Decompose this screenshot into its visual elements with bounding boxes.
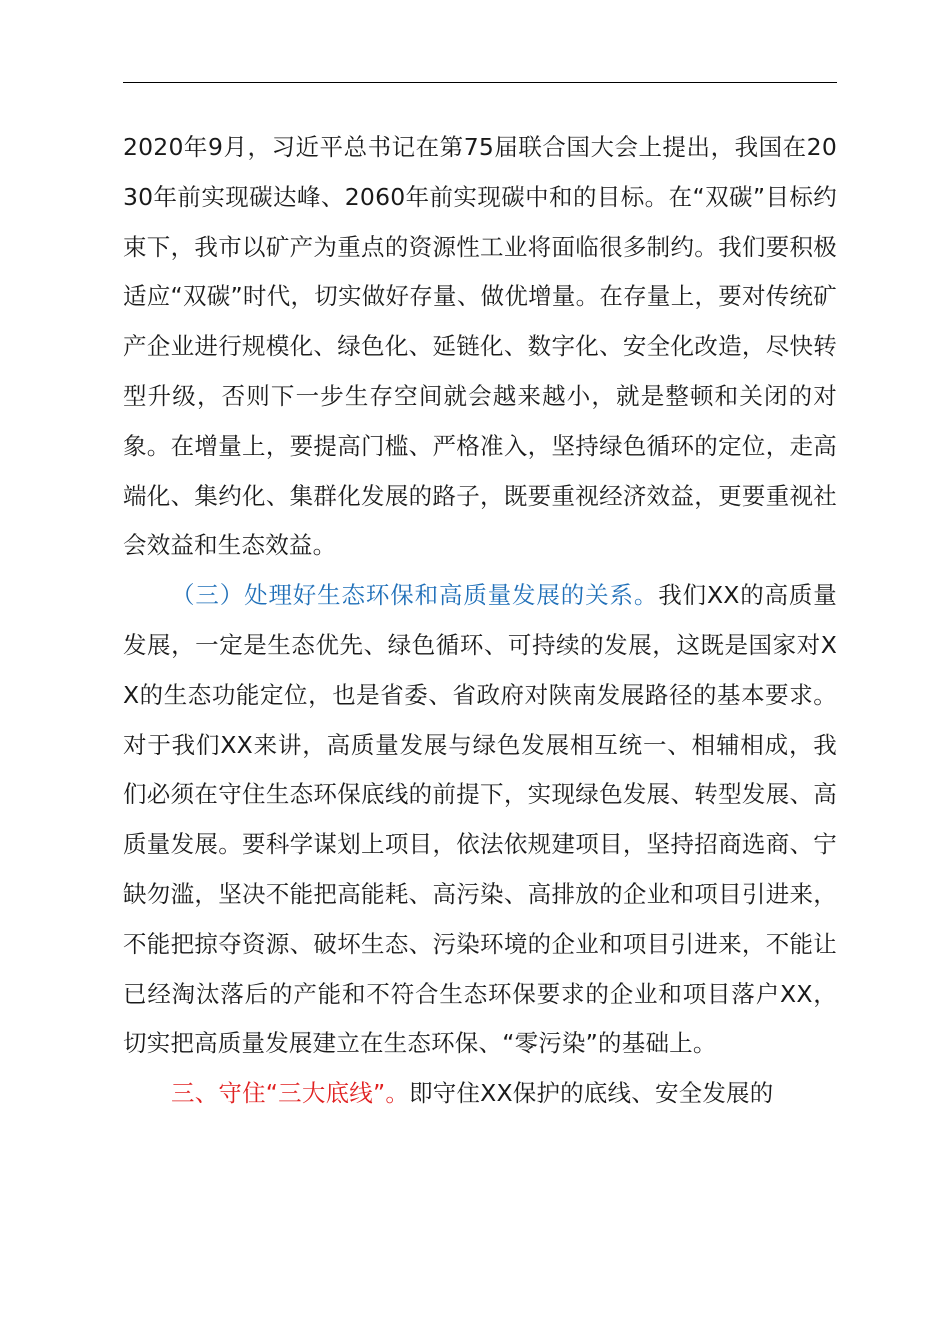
bottomline-paragraph [123,1069,837,1119]
section-heading-ecology: （三）处理好生态环保和高质量发展的关系。 [171,581,659,610]
carbon-paragraph-text: 2020年9月，习近平总书记在第75届联合国大会上提出，我国在2030年前实现碳达峰、2060年前实现碳中和的目标。在“双碳”目标约束下，我市以矿产为重点的资源性工业将面临很多制约。我们要积极适应“双碳”时代，切实做好存量、做优增量。在存量上，要对传统矿产企业进行规模化、绿色化、延链化、数字化、安全化改造，尽快转型升级，否则下一步生存空间就会越来越小，就是整顿和关闭的对象。在增量上，要提高门槛、严格准入，坚持绿色循环的定位，走高端化、集约化、集群化发展的路子，既要重视经济效益，更要重视社会效益和生态效益。 [123,133,837,560]
header-rule [123,82,837,83]
bottomline-paragraph-text: 即守住XX保护的底线、安全发展的 [409,1079,774,1108]
ecology-paragraph-text: 我们XX的高质量发展，一定是生态优先、绿色循环、可持续的发展，这既是国家对XX的生态功能定位，也是省委、省政府对陕南发展路径的基本要求。对于我们XX来讲，高质量发展与绿色发展相互统一、相辅相成，我们必须在守住生态环保底线的前提下，实现绿色发展、转型发展、高质量发展。要科学谋划上项目，依法依规建项目，坚持招商选商、宁缺勿滥，坚决不能把高能耗、高污染、高排放的企业和项目引进来，不能把掠夺资源、破坏生态、污染环境的企业和项目引进来，不能让已经淘汰落后的产能和不符合生态环保要求的企业和项目落户XX，切实把高质量发展建立在生态环保、“零污染”的基础上。 [123,581,837,1058]
document-body [123,123,837,1119]
carbon-paragraph [123,123,837,571]
ecology-paragraph [123,571,837,1069]
section-heading-bottomlines: 三、守住“三大底线”。 [171,1079,410,1108]
